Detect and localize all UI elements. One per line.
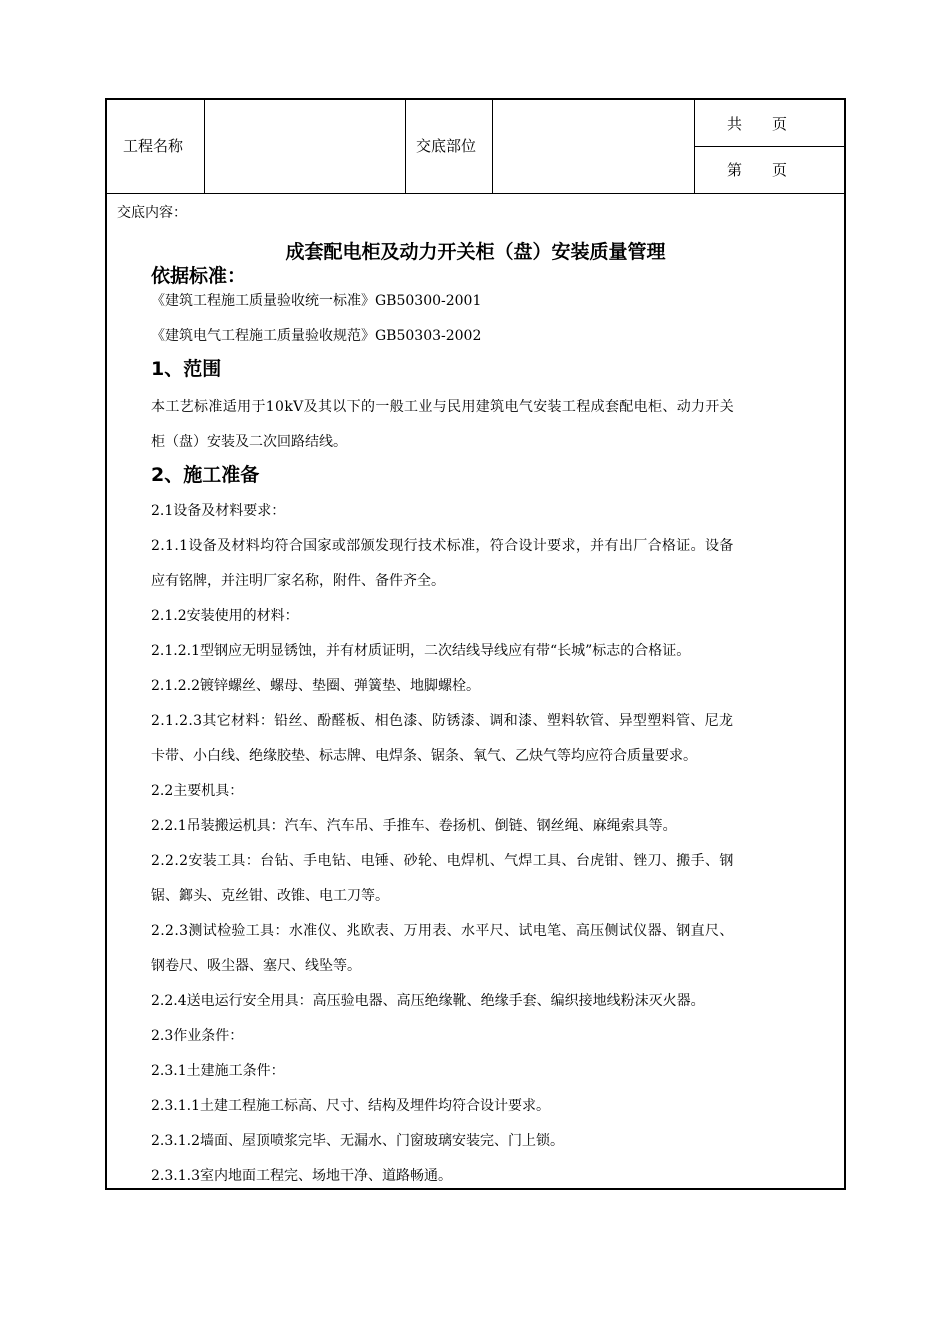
paragraph-line: 2.3作业条件： xyxy=(151,1028,244,1044)
paragraph-line: 卡带、小白线、绝缘胶垫、标志牌、电焊条、锯条、氧气、乙炔气等均应符合质量要求。 xyxy=(151,748,697,764)
paragraph-line: 2.1.2.3其它材料：铅丝、酚醛板、相色漆、防锈漆、调和漆、塑料软管、异型塑料管、尼龙 xyxy=(151,713,734,729)
paragraph-line: 2.1设备及材料要求： xyxy=(151,503,286,519)
standard-line: 《建筑电气工程施工质量验收规范》GB50303-2002 xyxy=(151,328,482,344)
form-header-row xyxy=(107,100,844,194)
total-pages-label: 共 页 xyxy=(727,115,788,133)
document-title: 成套配电柜及动力开关柜（盘）安装质量管理 xyxy=(285,241,666,263)
paragraph-line: 柜（盘）安装及二次回路结线。 xyxy=(151,434,347,450)
project-name-label: 工程名称 xyxy=(123,137,184,155)
paragraph-line: 2.2.3测试检验工具：水准仪、兆欧表、万用表、水平尺、试电笔、高压侧试仪器、钢直尺、 xyxy=(151,923,734,939)
section2-heading: 2、施工准备 xyxy=(151,464,260,486)
paragraph-line: 锯、鎯头、克丝钳、改锥、电工刀等。 xyxy=(151,888,389,904)
paragraph-line: 2.3.1.1土建工程施工标高、尺寸、结构及埋件均符合设计要求。 xyxy=(151,1098,550,1114)
basis-heading: 依据标准： xyxy=(151,265,247,287)
paragraph-line: 2.1.1设备及材料均符合国家或部颁发现行技术标准，符合设计要求，并有出厂合格证。设备 xyxy=(151,538,734,554)
page-number-label: 第 页 xyxy=(727,161,788,179)
disclosure-form xyxy=(105,98,846,1190)
paragraph-line: 2.2.2安装工具：台钻、手电钻、电锤、砂轮、电焊机、气焊工具、台虎钳、锉刀、搬手、钢 xyxy=(151,853,734,869)
paragraph-line: 2.3.1.2墙面、屋顶喷浆完毕、无漏水、门窗玻璃安装完、门上锁。 xyxy=(151,1133,564,1149)
paragraph-line: 2.1.2.1型钢应无明显锈蚀，并有材质证明，二次结线导线应有带“长城”标志的合格证。 xyxy=(151,643,691,659)
paragraph-line: 应有铭牌，并注明厂家名称，附件、备件齐全。 xyxy=(151,573,445,589)
paragraph-line: 2.2.4送电运行安全用具：高压验电器、高压绝缘靴、绝缘手套、编织接地线粉沫灭火器。 xyxy=(151,993,705,1009)
paragraph-line: 2.3.1.3室内地面工程完、场地干净、道路畅通。 xyxy=(151,1168,452,1184)
section1-heading: 1、范围 xyxy=(151,358,222,380)
divider xyxy=(694,146,844,147)
paragraph-line: 2.3.1土建施工条件： xyxy=(151,1063,285,1079)
divider xyxy=(405,100,406,193)
paragraph-line: 2.1.2安装使用的材料： xyxy=(151,608,299,624)
paragraph-line: 2.2.1吊装搬运机具：汽车、汽车吊、手推车、卷扬机、倒链、钢丝绳、麻绳索具等。 xyxy=(151,818,677,834)
paragraph-line: 本工艺标准适用于10kV及其以下的一般工业与民用建筑电气安装工程成套配电柜、动力开关 xyxy=(151,399,735,415)
standard-line: 《建筑工程施工质量验收统一标准》GB50300-2001 xyxy=(151,293,482,309)
intro-label: 交底内容： xyxy=(117,205,187,221)
paragraph-line: 2.1.2.2镀锌螺丝、螺母、垫圈、弹簧垫、地脚螺栓。 xyxy=(151,678,480,694)
paragraph-line: 2.2主要机具： xyxy=(151,783,244,799)
paragraph-line: 钢卷尺、吸尘器、塞尺、线坠等。 xyxy=(151,958,361,974)
divider xyxy=(204,100,205,193)
location-label: 交底部位 xyxy=(416,137,477,155)
divider xyxy=(492,100,493,193)
